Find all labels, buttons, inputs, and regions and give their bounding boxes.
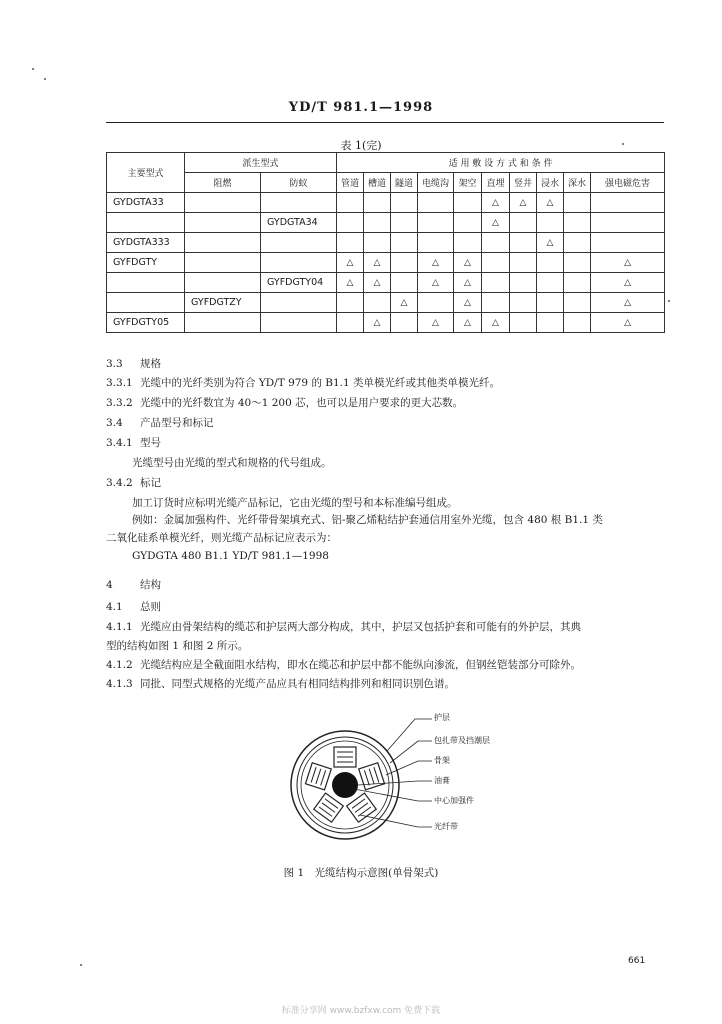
cell-mark bbox=[510, 253, 537, 273]
cell-mark bbox=[391, 313, 418, 333]
cell-mark bbox=[510, 273, 537, 293]
table-row bbox=[107, 253, 665, 273]
body-paragraph bbox=[106, 416, 666, 431]
cell-mark bbox=[364, 193, 391, 213]
body-paragraph bbox=[106, 476, 666, 491]
cell-mark bbox=[337, 193, 364, 213]
header-conditions: 适 用 敷 设 方 式 和 条 件 bbox=[337, 153, 665, 173]
body-paragraph bbox=[106, 456, 692, 471]
cell-mark bbox=[564, 193, 591, 213]
cell-mark bbox=[391, 273, 418, 293]
cell-mark bbox=[454, 213, 482, 233]
header-condition-col: 管道 bbox=[337, 173, 364, 193]
header-derived: 派生型式 bbox=[185, 153, 337, 173]
cell-mark: △ bbox=[537, 193, 564, 213]
cell-mark: △ bbox=[591, 253, 665, 273]
cell-mark bbox=[482, 293, 510, 313]
cell-mark bbox=[364, 233, 391, 253]
clause-text: 光缆型号由光缆的型式和规格的代号组成。 bbox=[132, 457, 332, 469]
cell-mark bbox=[510, 313, 537, 333]
cell-mark: △ bbox=[364, 273, 391, 293]
clause-number: 3.3.2 bbox=[106, 397, 133, 409]
cell-mark bbox=[564, 293, 591, 313]
scan-speck bbox=[668, 300, 670, 302]
clause-number: 4.1.3 bbox=[106, 678, 133, 690]
cell-mark: △ bbox=[454, 293, 482, 313]
cell-mark bbox=[391, 233, 418, 253]
cell-mark bbox=[454, 233, 482, 253]
cell-mark bbox=[591, 233, 665, 253]
cell-mark bbox=[391, 253, 418, 273]
cell-main bbox=[107, 273, 185, 293]
cell-mark bbox=[537, 253, 564, 273]
clause-text: 规格 bbox=[140, 358, 161, 370]
cell-mark: △ bbox=[591, 313, 665, 333]
scan-speck bbox=[44, 78, 46, 80]
body-paragraph bbox=[106, 549, 692, 564]
label-grease: 油膏 bbox=[434, 776, 450, 785]
header-condition-col: 直埋 bbox=[482, 173, 510, 193]
cell-mark bbox=[591, 193, 665, 213]
header-condition-col: 浸水 bbox=[537, 173, 564, 193]
cell-rodent bbox=[261, 233, 337, 253]
cell-mark bbox=[482, 233, 510, 253]
table-row bbox=[107, 313, 665, 333]
cell-mark bbox=[391, 213, 418, 233]
body-paragraph bbox=[106, 658, 666, 673]
clause-number: 3.3 bbox=[106, 358, 123, 370]
clause-text: 光缆应由骨架结构的缆芯和护层两大部分构成，其中，护层又包括护套和可能有的外护层，其典 bbox=[140, 621, 581, 633]
cell-mark: △ bbox=[337, 253, 364, 273]
cell-mark bbox=[537, 293, 564, 313]
table-row bbox=[107, 233, 665, 253]
cell-mark: △ bbox=[482, 213, 510, 233]
clause-text: 总则 bbox=[140, 601, 161, 613]
scan-speck bbox=[622, 143, 624, 145]
body-paragraph bbox=[106, 376, 666, 391]
clause-number: 4.1.1 bbox=[106, 621, 133, 633]
cell-flame bbox=[185, 193, 261, 213]
header-main-model: 主要型式 bbox=[107, 153, 185, 193]
cell-mark: △ bbox=[454, 313, 482, 333]
cell-main: GYDGTA33 bbox=[107, 193, 185, 213]
cell-mark bbox=[564, 233, 591, 253]
clause-text: 二氧化硅系单模光纤，则光缆产品标记应表示为： bbox=[106, 532, 337, 544]
watermark-footer: 标准分享网 www.bzfxw.com 免费下载 bbox=[281, 1006, 441, 1016]
cell-mark bbox=[418, 213, 454, 233]
header-rule bbox=[106, 122, 664, 123]
clause-text: 标记 bbox=[140, 477, 161, 489]
document-code: YD/T 981.1—1998 bbox=[288, 100, 434, 115]
label-sheath: 护层 bbox=[434, 713, 450, 722]
figure-caption: 图 1 光缆结构示意图(单骨架式) bbox=[283, 867, 439, 879]
header-condition-col: 隧道 bbox=[391, 173, 418, 193]
cell-mark: △ bbox=[337, 273, 364, 293]
cell-rodent: GYDGTA34 bbox=[261, 213, 337, 233]
cell-mark bbox=[537, 213, 564, 233]
cell-mark bbox=[564, 253, 591, 273]
body-paragraph bbox=[106, 531, 666, 546]
cell-mark bbox=[510, 213, 537, 233]
table-caption: 表 1(完) bbox=[340, 139, 382, 152]
cell-mark bbox=[510, 233, 537, 253]
header-condition-col: 槽道 bbox=[364, 173, 391, 193]
cell-mark: △ bbox=[482, 193, 510, 213]
clause-number: 3.4.1 bbox=[106, 437, 133, 449]
cell-mark bbox=[337, 233, 364, 253]
cell-rodent bbox=[261, 193, 337, 213]
header-condition-col: 强电磁危害 bbox=[591, 173, 665, 193]
header-condition-col: 深水 bbox=[564, 173, 591, 193]
cell-mark bbox=[418, 193, 454, 213]
clause-number: 3.4 bbox=[106, 417, 123, 429]
cell-mark bbox=[482, 273, 510, 293]
label-wrapping: 包扎带及挡潮层 bbox=[434, 736, 490, 745]
cell-mark: △ bbox=[418, 273, 454, 293]
cell-main bbox=[107, 293, 185, 313]
body-paragraph bbox=[106, 357, 666, 372]
cell-mark bbox=[591, 213, 665, 233]
cell-mark bbox=[337, 213, 364, 233]
cell-flame bbox=[185, 233, 261, 253]
cell-mark bbox=[482, 253, 510, 273]
cell-mark: △ bbox=[364, 253, 391, 273]
cell-main: GYDGTA333 bbox=[107, 233, 185, 253]
header-condition-col: 电缆沟 bbox=[418, 173, 454, 193]
cell-rodent bbox=[261, 313, 337, 333]
body-paragraph bbox=[106, 436, 666, 451]
body-paragraph bbox=[106, 620, 666, 635]
clause-text: 例如：金属加强构件、光纤带骨架填充式、铝-聚乙烯粘结护套通信用室外光缆，包含 480 根 B1.1 类 bbox=[132, 514, 603, 526]
cell-mark: △ bbox=[364, 313, 391, 333]
label-strength-member: 中心加强件 bbox=[434, 796, 474, 805]
clause-number: 3.3.1 bbox=[106, 377, 133, 389]
cell-mark bbox=[537, 313, 564, 333]
clause-text: 光缆中的光纤数宜为 40～1 200 芯，也可以是用户要求的更大芯数。 bbox=[140, 397, 464, 409]
cell-flame bbox=[185, 313, 261, 333]
header-flame: 阻燃 bbox=[185, 173, 261, 193]
header-rodent: 防蚁 bbox=[261, 173, 337, 193]
clause-number: 4 bbox=[106, 579, 113, 591]
cell-flame bbox=[185, 253, 261, 273]
cell-mark bbox=[564, 213, 591, 233]
cell-mark: △ bbox=[591, 293, 665, 313]
body-paragraph bbox=[106, 677, 666, 692]
spec-table bbox=[106, 152, 665, 333]
header-condition-col: 竖井 bbox=[510, 173, 537, 193]
label-skeleton: 骨架 bbox=[434, 756, 450, 765]
cell-mark: △ bbox=[454, 273, 482, 293]
table-row bbox=[107, 273, 665, 293]
clause-text: 光缆结构应是全截面阻水结构，即水在缆芯和护层中都不能纵向渗流，但钢丝铠装部分可除外。 bbox=[140, 659, 581, 671]
scan-speck bbox=[80, 964, 82, 966]
body-paragraph bbox=[106, 513, 692, 528]
body-paragraph bbox=[106, 600, 666, 615]
cell-flame bbox=[185, 213, 261, 233]
cell-mark bbox=[364, 293, 391, 313]
cell-rodent bbox=[261, 293, 337, 313]
cell-mark bbox=[564, 273, 591, 293]
cell-mark bbox=[564, 313, 591, 333]
cell-mark bbox=[391, 193, 418, 213]
cell-mark bbox=[337, 313, 364, 333]
cell-main: GYFDGTY05 bbox=[107, 313, 185, 333]
cell-mark: △ bbox=[418, 253, 454, 273]
clause-text: 型号 bbox=[140, 437, 161, 449]
cell-mark: △ bbox=[591, 273, 665, 293]
table-row bbox=[107, 193, 665, 213]
cell-flame bbox=[185, 273, 261, 293]
clause-number: 4.1 bbox=[106, 601, 123, 613]
cell-mark bbox=[454, 193, 482, 213]
cell-mark: △ bbox=[454, 253, 482, 273]
cell-rodent: GYFDGTY04 bbox=[261, 273, 337, 293]
page-number: 661 bbox=[628, 956, 646, 966]
cell-mark bbox=[418, 293, 454, 313]
cell-mark bbox=[364, 213, 391, 233]
cell-rodent bbox=[261, 253, 337, 273]
cell-mark: △ bbox=[537, 233, 564, 253]
table-row bbox=[107, 213, 665, 233]
header-condition-col: 架空 bbox=[454, 173, 482, 193]
clause-text: GYDGTA 480 B1.1 YD/T 981.1—1998 bbox=[132, 550, 329, 562]
table-row bbox=[107, 293, 665, 313]
cell-flame: GYFDGTZY bbox=[185, 293, 261, 313]
cell-mark: △ bbox=[418, 313, 454, 333]
cell-mark: △ bbox=[482, 313, 510, 333]
clause-text: 光缆中的光纤类别为符合 YD/T 979 的 B1.1 类单模光纤或其他类单模光纤。 bbox=[140, 377, 501, 389]
cell-main: GYFDGTY bbox=[107, 253, 185, 273]
cell-mark bbox=[337, 293, 364, 313]
clause-text: 产品型号和标记 bbox=[140, 417, 214, 429]
cell-mark bbox=[510, 293, 537, 313]
clause-text: 型的结构如图 1 和图 2 所示。 bbox=[106, 640, 249, 652]
clause-number: 3.4.2 bbox=[106, 477, 133, 489]
cell-mark bbox=[537, 273, 564, 293]
central-strength-member bbox=[332, 772, 358, 798]
body-paragraph bbox=[106, 396, 666, 411]
body-paragraph bbox=[106, 639, 666, 654]
body-paragraph bbox=[106, 496, 692, 511]
scan-speck bbox=[32, 68, 34, 70]
clause-text: 同批、同型式规格的光缆产品应具有相同结构排列和相同识别色谱。 bbox=[140, 678, 455, 690]
label-fiber-ribbon: 光纤带 bbox=[434, 822, 458, 831]
clause-text: 加工订货时应标明光缆产品标记，它由光缆的型号和本标准编号组成。 bbox=[132, 497, 458, 509]
clause-text: 结构 bbox=[140, 579, 161, 591]
cell-mark bbox=[418, 233, 454, 253]
cell-main bbox=[107, 213, 185, 233]
clause-number: 4.1.2 bbox=[106, 659, 133, 671]
body-paragraph bbox=[106, 578, 666, 593]
cell-mark: △ bbox=[510, 193, 537, 213]
cell-mark: △ bbox=[391, 293, 418, 313]
